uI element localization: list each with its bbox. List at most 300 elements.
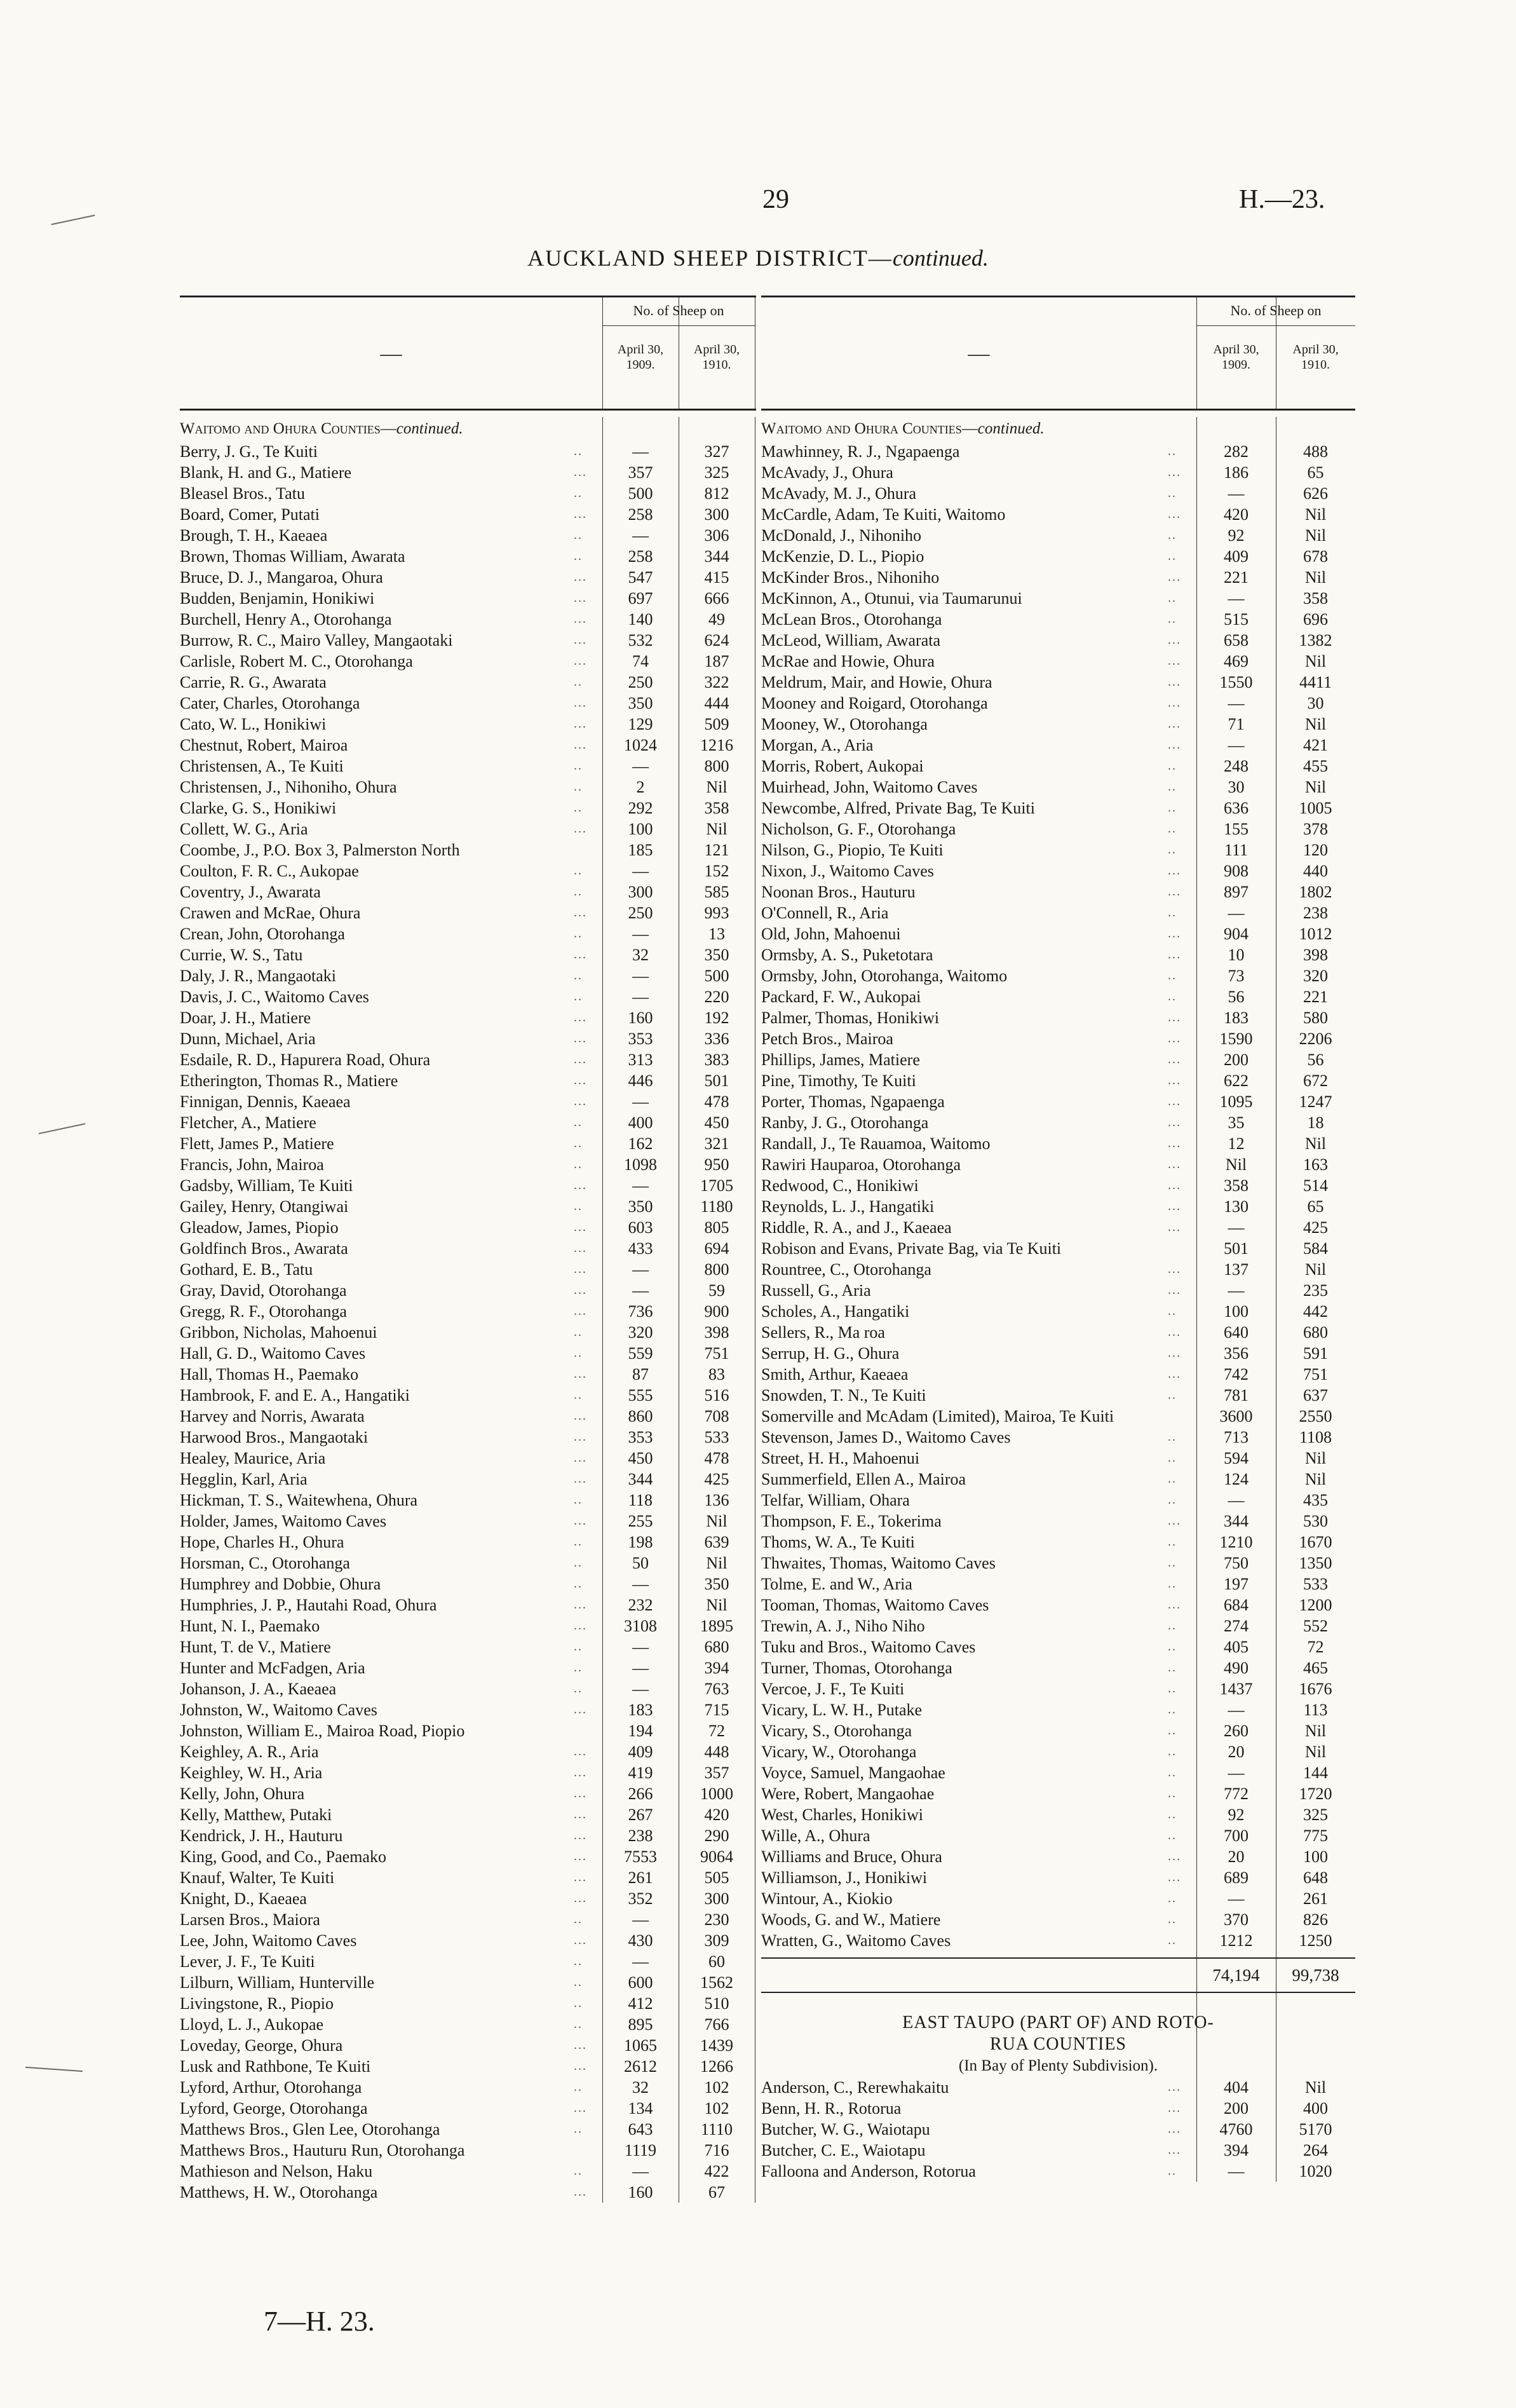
sheep-count-1909: 186 [1224,463,1249,482]
table-row [761,651,1355,672]
table-row [180,2161,756,2182]
sheep-count-1909: Nil [1225,1155,1247,1174]
sheep-count-1910: Nil [706,778,728,796]
table-row [180,2182,756,2203]
owner-name: Brown, Thomas William, Awarata [180,547,405,566]
leader-dots: ... [1168,1220,1181,1234]
leader-dots: ... [574,1010,587,1024]
leader-dots: .. [574,1975,583,1989]
sheep-count-1910: 120 [1303,841,1328,859]
table-row [180,1322,756,1343]
table-row [761,944,1355,965]
leader-dots: .. [1168,990,1177,1003]
sheep-count-1909: — [632,1260,649,1279]
sheep-count-1910: 336 [704,1030,729,1048]
sheep-count-1910: 1020 [1299,2162,1332,2180]
owner-name: Morgan, A., Aria [761,736,874,754]
leader-dots: ... [1168,1598,1181,1612]
sheep-count-1909: 198 [628,1533,653,1551]
owner-name: Packard, F. W., Aukopai [761,988,921,1006]
table-row [761,2119,1355,2140]
table-row [180,1406,756,1427]
sheep-count-1909: 1119 [624,2141,657,2160]
owner-name: Blank, H. and G., Matiere [180,463,352,482]
table-row [180,1574,756,1595]
leader-dots: ... [574,1220,587,1234]
owner-name: Were, Robert, Mangaohae [761,1785,935,1803]
table-row [761,1175,1355,1196]
leader-dots: ... [1168,1849,1181,1863]
sheep-count-1910: 13 [708,925,725,943]
table-row [180,2056,756,2077]
sheep-count-1909: 92 [1228,1806,1245,1824]
leader-dots: ... [574,465,587,479]
owner-name: Dunn, Michael, Aria [180,1030,316,1048]
table-row [180,1112,756,1133]
sheep-count-1909: 155 [1224,820,1249,838]
table-row [180,588,756,609]
sheep-count-1909: 1095 [1219,1092,1253,1111]
owner-name: Flett, James P., Matiere [180,1134,334,1153]
leader-dots: ... [574,1367,587,1381]
leader-dots: ... [574,906,587,920]
owner-name: Clarke, G. S., Honikiwi [180,799,337,817]
owner-name: McRae and Howie, Ohura [761,652,935,670]
sheep-count-1909: — [632,1680,649,1698]
owner-name: Meldrum, Mair, and Howie, Ohura [761,673,992,691]
table-row [761,1616,1355,1636]
leader-dots: ... [574,507,587,521]
leader-dots: ... [1168,1052,1181,1066]
table-row [180,986,756,1007]
sheep-count-1910: Nil [1304,568,1327,587]
table-row [180,2035,756,2056]
sheep-count-1909: — [632,1575,649,1593]
sheep-count-1910: 321 [704,1134,729,1153]
table-row [761,1909,1355,1930]
sheep-count-1909: 515 [1224,610,1249,629]
leader-dots: .. [1168,486,1177,500]
leader-dots: ... [1168,738,1181,752]
owner-name: Vicary, L. W. H., Putake [761,1701,923,1719]
table-row [761,2140,1355,2161]
owner-name: Wratten, G., Waitomo Caves [761,1931,951,1950]
sheep-count-1910: 444 [704,694,729,712]
sheep-count-1909: 603 [628,1218,653,1237]
sheep-count-1909: — [632,1281,649,1300]
sheep-count-1910: 2206 [1299,1030,1332,1048]
sheep-count-1909: — [632,925,649,943]
owner-name: Healey, Maurice, Aria [180,1449,326,1467]
table-row [761,1574,1355,1595]
leader-dots: .. [1168,591,1177,605]
owner-name: Humphrey and Dobbie, Ohura [180,1575,381,1593]
owner-name: Newcombe, Alfred, Private Bag, Te Kuiti [761,799,1035,817]
table-row [180,840,756,860]
table-row [761,1007,1355,1028]
table-row [761,546,1355,567]
table-row [761,1028,1355,1049]
leader-dots: .. [574,969,583,983]
leader-dots: .. [574,1199,583,1213]
table-row [180,2119,756,2140]
sheep-count-1910: 514 [1303,1176,1328,1195]
sheep-count-1910: 626 [1303,484,1328,503]
sheep-count-1909: — [632,862,649,880]
sheep-count-1910: 65 [1307,463,1324,482]
table-row [180,546,756,567]
owner-name: Hall, G. D., Waitomo Caves [180,1344,366,1363]
sheep-count-1910: 1895 [700,1617,733,1635]
table-row [761,1385,1355,1406]
sheep-count-1910: 680 [704,1638,729,1656]
owner-name: Gadsby, William, Te Kuiti [180,1176,353,1195]
owner-name: West, Charles, Honikiwi [761,1806,923,1824]
sheep-count-1910: 510 [704,1994,729,2013]
sheep-count-1910: 398 [704,1323,729,1342]
owner-name: Phillips, James, Matiere [761,1051,920,1069]
leader-dots: .. [574,2017,583,2031]
sheep-count-1910: 591 [1303,1344,1328,1363]
owner-name: McLeod, William, Awarata [761,631,941,650]
leader-dots: .. [1168,969,1177,983]
leader-dots: .. [1168,906,1177,920]
sheep-count-1909: 266 [628,1785,653,1803]
leader-dots: .. [574,2080,583,2094]
owner-name: Butcher, C. E., Waiotapu [761,2141,926,2160]
table-row [180,735,756,756]
table-row [180,462,756,483]
owner-name: Ormsby, John, Otorohanga, Waitomo [761,967,1008,985]
table-row [180,2098,756,2119]
leader-dots: .. [574,675,583,689]
owner-name: Tuku and Bros., Waitomo Caves [761,1638,976,1656]
sheep-count-1910: 59 [708,1281,725,1300]
sheep-count-1910: 1180 [700,1197,733,1216]
leader-dots: .. [574,1346,583,1360]
sheep-count-1909: 419 [628,1764,653,1782]
sheep-count-1910: 478 [704,1449,729,1467]
right-column [761,296,1355,2182]
table-row [761,881,1355,902]
sheep-count-1909: 1437 [1219,1680,1253,1698]
owner-name: Williams and Bruce, Ohura [761,1847,942,1866]
sheep-count-1909: — [632,442,649,461]
owner-name: Lee, John, Waitomo Caves [180,1931,357,1950]
right-table-header [761,296,1355,411]
leader-dots: .. [1168,1451,1177,1465]
owner-name: Mathieson and Nelson, Haku [180,2162,373,2180]
table-row [180,1909,756,1930]
owner-name: Scholes, A., Hangatiki [761,1302,910,1321]
sheep-count-1910: 680 [1303,1323,1328,1342]
owner-name: McKinder Bros., Nihoniho [761,568,940,587]
table-row [180,483,756,504]
leader-dots: ... [574,1849,587,1863]
sheep-count-1909: — [632,1659,649,1677]
leader-dots: .. [1168,1912,1177,1926]
table-row [180,1720,756,1741]
sheep-count-1910: 1110 [700,2120,733,2139]
leader-dots: ... [1168,1870,1181,1884]
sheep-count-1910: 378 [1303,820,1328,838]
leader-dots: ... [574,2185,587,2199]
sheep-count-1910: 18 [1307,1113,1324,1132]
sheep-count-1910: 1676 [1299,1680,1332,1698]
leader-dots: ... [1168,675,1181,689]
sheep-count-1910: 309 [704,1931,729,1950]
sheep-count-1910: Nil [1304,505,1327,524]
leader-dots: .. [574,927,583,941]
total-1909: 74,194 [1212,1966,1260,1985]
sheep-count-1909: 232 [628,1596,653,1614]
owner-name: Woods, G. and W., Matiere [761,1910,941,1929]
table-row [180,777,756,798]
owner-name: Goldfinch Bros., Awarata [180,1239,348,1258]
leader-dots: ... [574,1472,587,1486]
table-row [180,1636,756,1657]
table-row [180,672,756,693]
sheep-count-1909: 450 [628,1449,653,1467]
leader-dots: .. [574,759,583,773]
owner-name: Anderson, C., Rerewhakaitu [761,2078,949,2097]
sheep-count-1909: 344 [1224,1512,1249,1530]
sheep-count-1909: 100 [628,820,653,838]
table-row [761,693,1355,714]
sheep-count-1910: 421 [1303,736,1328,754]
sheep-count-1910: 442 [1303,1302,1328,1321]
owner-name: Thwaites, Thomas, Waitomo Caves [761,1554,996,1572]
owner-name: Hunt, N. I., Paemako [180,1617,320,1635]
table-row [180,1343,756,1364]
sheep-count-1910: 694 [704,1239,729,1258]
section-heading: Waitomo and Ohura Counties—continued. [180,420,463,437]
owner-name: Voyce, Samuel, Mangaohae [761,1764,945,1782]
table-row [180,1846,756,1867]
leader-dots: .. [1168,1430,1177,1444]
leader-dots: .. [574,885,583,899]
table-row [180,1238,756,1259]
table-row [180,1553,756,1574]
table-row [761,1490,1355,1511]
leader-dots: ... [574,2101,587,2115]
sheep-count-1909: 750 [1224,1554,1249,1572]
table-row [180,1511,756,1532]
sheep-count-1910: 950 [704,1155,729,1174]
owner-name: Matthews Bros., Glen Lee, Otorohanga [180,2120,440,2139]
sheep-count-1909: 409 [1224,547,1249,566]
table-row [761,630,1355,651]
leader-dots: ... [1168,2101,1181,2115]
leader-dots: ... [574,1094,587,1108]
leader-dots: ... [574,2059,587,2073]
table-row [180,1762,756,1783]
sheep-count-1910: 1705 [700,1176,733,1195]
table-row [761,1657,1355,1678]
table-row [180,1616,756,1636]
sheep-count-1910: 261 [1303,1889,1328,1908]
owner-name: Lever, J. F., Te Kuiti [180,1952,315,1971]
sheep-count-1910: 357 [704,1764,729,1782]
sheep-count-1909: 320 [628,1323,653,1342]
owner-name: Telfar, William, Ohara [761,1491,910,1509]
document-reference: H.—23. [1239,185,1325,214]
sheep-count-1910: 696 [1303,610,1328,629]
owner-name: Budden, Benjamin, Honikiwi [180,589,375,608]
leader-dots: .. [574,780,583,794]
table-row [180,1867,756,1888]
leader-dots: .. [1168,1828,1177,1842]
right-table-body [761,417,1355,2182]
sheep-count-1910: 1012 [1299,925,1332,943]
table-row [761,504,1355,525]
leader-dots: ... [1168,2122,1181,2136]
leader-dots: .. [574,864,583,878]
leader-dots: ... [1168,1115,1181,1129]
table-row [761,902,1355,923]
table-row [761,1553,1355,1574]
sheep-count-1909: 409 [628,1743,653,1761]
owner-name: Wille, A., Ohura [761,1826,870,1845]
sheep-count-1909: 118 [628,1491,653,1509]
sheep-count-1910: Nil [706,820,728,838]
sheep-count-1909: 267 [628,1806,653,1824]
sheep-count-1910: 1250 [1299,1931,1332,1950]
page-title-main: AUCKLAND SHEEP DISTRICT— [527,245,893,271]
sheep-count-1909: 261 [628,1868,653,1887]
table-row [761,965,1355,986]
owner-name: Hickman, T. S., Waitewhena, Ohura [180,1491,418,1509]
table-row [180,1301,756,1322]
sheep-count-1910: 530 [1303,1512,1328,1530]
sheep-count-1910: 72 [1307,1638,1324,1656]
leader-dots: ... [574,654,587,668]
leader-dots: ... [1168,654,1181,668]
table-row [761,1259,1355,1280]
owner-name: Coulton, F. R. C., Aukopae [180,862,359,880]
table-row [761,756,1355,777]
sheep-count-1909: 1212 [1219,1931,1253,1950]
leader-dots: ... [574,1241,587,1255]
sheep-count-1910: 30 [1307,694,1324,712]
leader-dots: ... [574,1703,587,1717]
sheep-count-1909: 221 [1224,568,1249,587]
sheep-count-1909: 3108 [624,1617,657,1635]
sheep-count-1909: — [1228,1281,1245,1300]
sheep-count-1910: Nil [1304,2078,1327,2097]
sheep-count-1909: 713 [1224,1428,1249,1446]
leader-dots: ... [574,822,587,836]
sheep-count-1909: 469 [1224,652,1249,670]
owner-name: Lyford, Arthur, Otorohanga [180,2078,362,2097]
sheep-count-1910: 60 [708,1952,725,1971]
sheep-count-1909: 255 [628,1512,653,1530]
sheep-count-1909: 124 [1224,1470,1249,1488]
owner-name: Gregg, R. F., Otorohanga [180,1302,347,1321]
sheep-count-1910: Nil [706,1554,728,1572]
owner-name: Coombe, J., P.O. Box 3, Palmerston North [180,841,460,859]
table-row [180,923,756,944]
sheep-count-1910: 826 [1303,1910,1328,1929]
owner-name: Hunt, T. de V., Matiere [180,1638,331,1656]
owner-name: Crawen and McRae, Ohura [180,904,361,922]
sheep-count-1910: 350 [704,1575,729,1593]
leader-dots: .. [574,1577,583,1591]
sheep-count-1910: 1005 [1299,799,1332,817]
sheep-count-1909: — [632,1952,649,1971]
sheep-count-1910: 383 [704,1051,729,1069]
leader-dots: .. [574,1556,583,1570]
owner-name: Vicary, S., Otorohanga [761,1722,912,1740]
sheep-count-1910: 1720 [1299,1785,1332,1803]
owner-name: Chestnut, Robert, Mairoa [180,736,348,754]
sheep-count-1909: 2 [636,778,645,796]
leader-dots: ... [1168,1514,1181,1528]
leader-dots: ... [1168,633,1181,647]
owner-name: Kelly, Matthew, Putaki [180,1806,332,1824]
leader-dots: .. [1168,1388,1177,1402]
sheep-count-1909: 904 [1224,925,1249,943]
sheep-count-1910: 235 [1303,1281,1328,1300]
table-row [761,1154,1355,1175]
owner-name: Coventry, J., Awarata [180,883,321,901]
leader-dots: ... [574,1933,587,1947]
owner-name: Vicary, W., Otorohanga [761,1743,917,1761]
sheep-count-1909: 300 [628,883,653,901]
table-row [180,1741,756,1762]
sheep-count-1910: 422 [704,2162,729,2180]
owner-name: Palmer, Thomas, Honikiwi [761,1009,940,1027]
owner-name: Gleadow, James, Piopio [180,1218,339,1237]
table-row [180,944,756,965]
table-row [761,923,1355,944]
owner-name: Kendrick, J. H., Hauturu [180,1826,343,1845]
sheep-count-1909: 238 [628,1826,653,1845]
leader-dots: ... [1168,1262,1181,1276]
owner-name: Rountree, C., Otorohanga [761,1260,931,1279]
owner-name: Smith, Arthur, Kaeaea [761,1365,909,1384]
leader-dots: ... [574,1262,587,1276]
sheep-count-1909: 56 [1228,988,1245,1006]
sheep-count-1910: 450 [704,1113,729,1132]
sheep-count-1910: 440 [1303,862,1328,880]
leader-dots: ... [1168,927,1181,941]
sheep-count-1910: 448 [704,1743,729,1761]
sheep-count-1909: 7553 [624,1847,657,1866]
sheep-count-1910: 327 [704,442,729,461]
owner-name: McAvady, J., Ohura [761,463,893,482]
sheep-count-1909: 689 [1224,1868,1249,1887]
owner-name: Matthews, H. W., Otorohanga [180,2183,378,2201]
table-row [180,819,756,840]
sheep-count-1909: 200 [1224,1051,1249,1069]
sheep-count-1910: 435 [1303,1491,1328,1509]
owner-name: McLean Bros., Otorohanga [761,610,942,629]
sheep-count-1909: 352 [628,1889,653,1908]
sheep-count-1910: 455 [1303,757,1328,775]
sheep-count-1909: 74 [632,652,649,670]
leader-dots: .. [574,1954,583,1968]
table-row [761,525,1355,546]
leader-dots: .. [574,1996,583,2010]
sheep-count-1910: 220 [704,988,729,1006]
table-row [761,1133,1355,1154]
sheep-count-1909: 183 [628,1701,653,1719]
section-subheading: (In Bay of Plenty Subdivision). [958,2057,1158,2074]
table-row [761,462,1355,483]
owner-name: Vercoe, J. F., Te Kuiti [761,1680,905,1698]
leader-dots: ... [574,570,587,584]
